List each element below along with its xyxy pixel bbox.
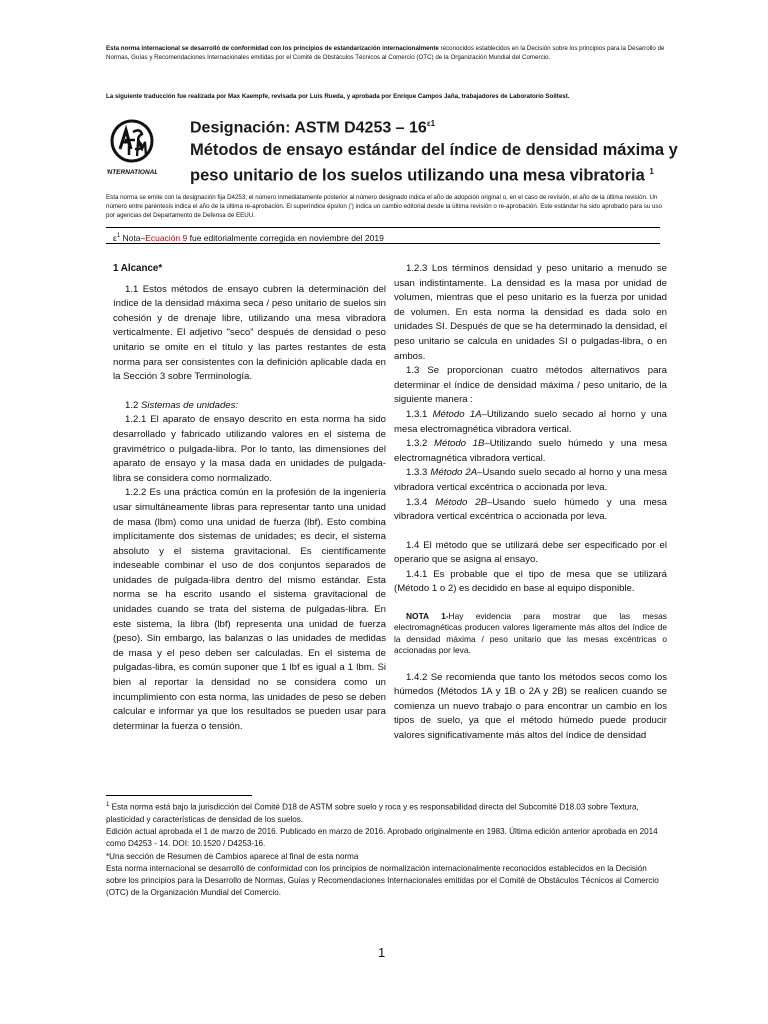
left-column [113, 262, 386, 734]
note-1: NOTA 1-Hay evidencia para mostrar que las mesas electromagnéticas producen valores ligeramente más altos del índice de la densidad máxima / peso unitario que las mesas excéntricas o accionadas por leva. [394, 611, 667, 656]
standard-title: Métodos de ensayo estándar del índice de densidad máxima y peso unitario de los suelos utilizando una mesa vibratoria $^1$ [190, 141, 678, 185]
footnote-summary: *Una sección de Resumen de Cambios aparece al final de esta norma [106, 851, 359, 861]
method-1a: 1.3.1 Método 1A–Utilizando suelo secado al horno y una mesa electromagnética vibradora vertical. [394, 408, 667, 435]
preliminary-note: Esta norma se emite con la designación fija D4253; el número inmediatamente posterior al número designado indica el año de adopción original o, en el caso de revisión, el año de la última revisión. Un número entre paréntesis indica el año de la última re-aprobación. El superíndice épsilon (') indica un cambio editorial desde la última revisión o re-aprobación. Este estándar ha sido aprobado para su uso por agencias del Departamento de Defensa de EEUU. [106, 194, 662, 219]
footnote-divider [106, 795, 252, 796]
designation-block [190, 114, 690, 187]
section-heading-scope: 1 Alcance* [113, 263, 163, 274]
designation-superscript: ε1 [426, 119, 436, 128]
page-number: 1 [378, 945, 386, 960]
editorial-note: $\varepsilon^1$ Nota–Ecuación 9 fue editorialmente corregida en noviembre del 2019 [113, 232, 384, 243]
paragraph-1-4-1: 1.4.1 Es probable que el tipo de mesa que se utilizará (Método 1 o 2) es decidido en base al equipo disponible. [394, 568, 667, 595]
paragraph-1-4-2: 1.4.2 Se recomienda que tanto los métodos secos como los húmedos (Métodos 1A y 1B o 2A y 2B) se realicen cuando se comienza un nuevo trabajo o para encontrar un cambio en los tipos de suelo, ya que el método húmedo puede producir valores significativamente más altos del índice de densidad [394, 671, 667, 742]
paragraph-1-1: 1.1 Estos métodos de ensayo cubren la determinación del índice de la densidad máxima seca / peso unitario de suelos sin cohesión y de drenaje libre, utilizando una mesa vibradora verticalmente. El adjetivo "seco" después de densidad o peso unitario se omite en el título y las partes restantes de esta norma para ser consistentes con la definición aplicable dada en la Sección 3 sobre Terminología. [113, 283, 386, 383]
paragraph-1-4: 1.4 El método que se utilizará debe ser especificado por el operario que se asigna al ensayo. [394, 539, 667, 566]
paragraph-1-3: 1.3 Se proporcionan cuatro métodos alternativos para determinar el índice de densidad máxima / peso unitario, de la siguiente manera : [394, 365, 667, 406]
right-column [394, 262, 667, 744]
translation-credit: La siguiente traducción fue realizada por Max Kaempfe, revisada por Luis Rueda, y aprobada por Enrique Campos Jaña, trabajadores de Laboratorio Soiltest. [106, 93, 570, 100]
title-footnote-mark: 1 [649, 167, 654, 177]
logo-text: INTERNATIONAL [107, 169, 157, 176]
astm-logo-icon [107, 116, 157, 178]
designation-label: Designación: ASTM $D4253 - 16^{\varepsilon 1}$ [190, 119, 436, 137]
paragraph-1-2-2: 1.2.2 Es una práctica común en la profesión de la ingeniería usar simultáneamente libras para representar tanto una unidad de masa (lbm) como una unidad de fuerza (lbf). Esto combina implícitamente dos sistemas de unidades; es decir, el sistema absoluto y el sistema gravitacional. Es científicamente indeseable combinar el uso de dos conjuntos separados de unidades de pulgada-libra dentro del mismo estándar. Esta norma se ha escrito usando el sistema gravitacional de unidades cuando se trata del sistema de pulgadas-libra. En este sistema, la libra (lbf) representa una unidad de fuerza (peso). Sin embargo, las balanzas o las unidades de medidas de masa y el peso deben ser calculadas. En el sistema de pulgadas-libra, es común suponer que 1 lbf es igual a 1 lbm. Si bien al reportar la densidad no se considera como un incumplimiento con esta norma, las unidades de peso se deben calcular e informar ya que los resultados se pueden usar para determinar la fuerza o tensión. [113, 487, 386, 732]
paragraph-1-2-3: 1.2.3 Los términos densidad y peso unitario a menudo se usan indistintamente. La densidad es la masa por unidad de volumen, mientras que el peso unitario es la fuerza por unidad de volumen. En esta norma la densidad es dada solo en unidades SI. Después de que se ha determinado la densidad, el peso unitario se calcula en unidades SI o pulgadas-libra, o en ambos. [394, 263, 667, 362]
footnote-international: Esta norma internacional se desarrolló de conformidad con los principios de normalización internacionalmente reconocidos establecidos en la Decisión sobre los principios para la Desarrollo de Normas, Guías y Recomendaciones Internacionales emitidas por el Comité de Obstáculos Técnicos al Comercio (OTC) de la Organización Mundial del Comercio. [106, 863, 659, 898]
divider-bottom [106, 243, 660, 244]
intl-standard-header [106, 44, 666, 62]
method-2a: 1.3.3 Método 2A–Usando suelo secado al horno y una mesa vibradora vertical excéntrica o accionada por leva. [394, 467, 667, 493]
footnote-1: $^1$ Esta norma está bajo la jurisdicción del Comité D18 de ASTM sobre suelo y roca y es responsabilidad directa del Subcomité D18.03 sobre Textura, plasticidad y características de densidad de los suelos. [106, 802, 639, 824]
header-bold-text: Esta norma internacional se desarrolló de conformidad con los principios de estandarización internacionalmente [106, 45, 439, 52]
paragraph-1-2-1: 1.2.1 El aparato de ensayo descrito en esta norma ha sido desarrollado y fabricado utilizando valores en el sistema de gravimétrico o pulgada-libra. Por lo tanto, las dimensiones del aparato de ensayo y la masa dada en unidades de pulgada-libra se considera como normalizado. [113, 414, 386, 484]
footnotes [106, 799, 664, 899]
header-rest-text: reconocidos establecidos en la Decisión sobre los principios para la Desarrollo de Normas, Guías y Recomendaciones Internacionales emitidas por el Comité de Obstáculos Técnicos al Comercio (OTC) de la Organización Mundial del Comercio. [106, 45, 665, 61]
method-2b: 1.3.4 Método 2B–Usando suelo húmedo y una mesa vibradora vertical excéntrica o accionada por leva. [394, 496, 667, 523]
divider-top [106, 227, 660, 228]
method-1b: 1.3.2 Método 1B–Utilizando suelo húmedo y una mesa electromagnética vibradora vertical. [394, 438, 667, 464]
equation-link[interactable]: Ecuación 9 [145, 232, 188, 243]
paragraph-1-2: 1.2 Sistemas de unidades: [125, 399, 239, 411]
footnote-edition: Edición actual aprobada el 1 de marzo de 2016. Publicado en marzo de 2016. Aprobado originalmente en 1983. Última edición anterior aprobada en 2014 como D4253 - 14. DOI: 10.1520 / D4253-16. [106, 827, 658, 849]
